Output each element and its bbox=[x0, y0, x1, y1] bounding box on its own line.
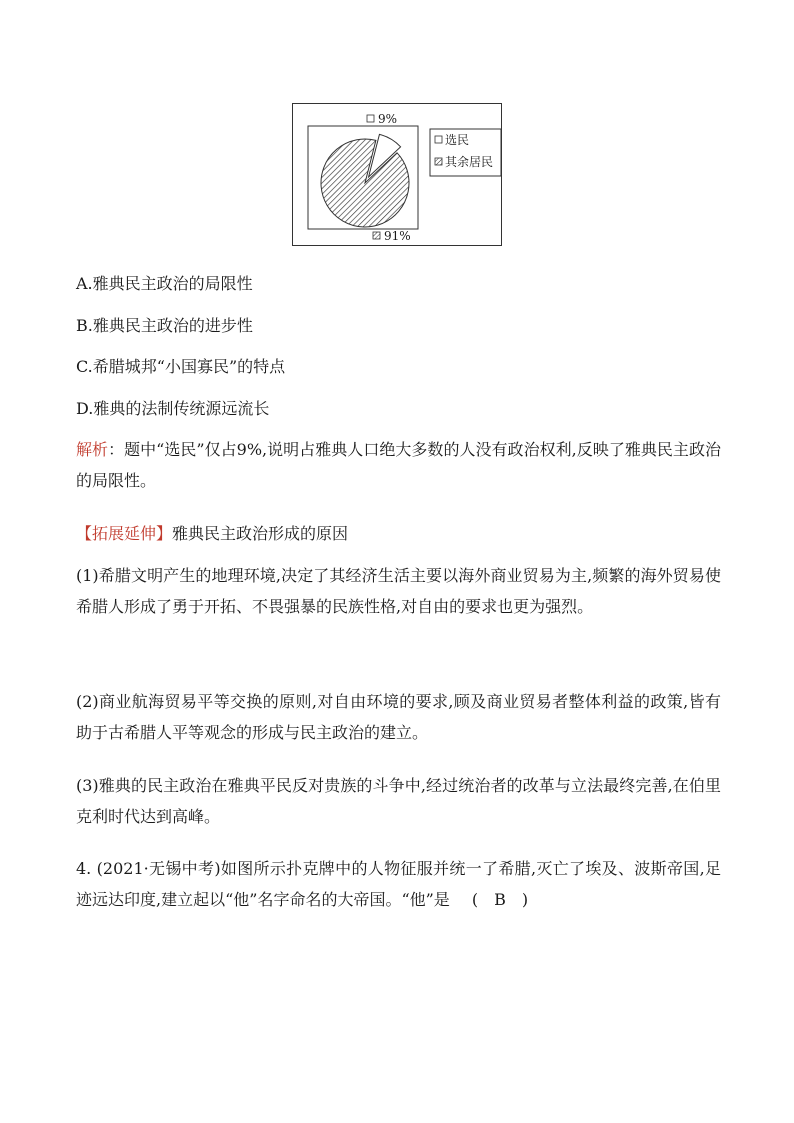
blank-swatch-icon bbox=[367, 115, 374, 122]
analysis-paragraph bbox=[76, 434, 721, 496]
extension-label: 【拓展延伸】 bbox=[76, 524, 173, 543]
extension-point-1: (1)希腊文明产生的地理环境,决定了其经济生活主要以海外商业贸易为主,频繁的海外贸易使希腊人形成了勇于开拓、不畏强暴的民族性格,对自由的要求也更为强烈。 bbox=[76, 566, 721, 616]
option-c: C.希腊城邦“小国寡民”的特点 bbox=[76, 357, 286, 376]
legend-hatched-swatch-icon bbox=[435, 158, 442, 165]
pie-chart-figure bbox=[292, 103, 502, 246]
question-4 bbox=[76, 853, 721, 915]
slice-label-voters: 9% bbox=[378, 112, 398, 126]
legend-item-others: 其余居民 bbox=[445, 155, 494, 169]
extension-point-2: (2)商业航海贸易平等交换的原则,对自由环境的要求,顾及商业贸易者整体利益的政策,皆有助于古希腊人平等观念的形成与民主政治的建立。 bbox=[76, 692, 721, 742]
extension-point-3: (3)雅典的民主政治在雅典平民反对贵族的斗争中,经过统治者的改革与立法最终完善,在伯里克利时代达到高峰。 bbox=[76, 776, 721, 826]
extension-heading bbox=[76, 518, 721, 549]
answer-open-paren: ( bbox=[471, 890, 479, 909]
slice-label-others: 91% bbox=[384, 229, 411, 243]
answer-close-paren: ) bbox=[521, 890, 529, 909]
legend-item-voters: 选民 bbox=[445, 133, 470, 147]
option-a: A.雅典民主政治的局限性 bbox=[76, 274, 253, 293]
answer-slot bbox=[472, 890, 528, 909]
analysis-label: 解析 bbox=[76, 440, 109, 459]
hatched-swatch-icon bbox=[373, 232, 380, 239]
option-d: D.雅典的法制传统源远流长 bbox=[76, 399, 270, 418]
answer-letter: B bbox=[494, 890, 506, 909]
legend-blank-swatch-icon bbox=[435, 136, 442, 143]
option-b: B.雅典民主政治的进步性 bbox=[76, 316, 253, 335]
pie-chart bbox=[293, 104, 503, 247]
question-text: 4. (2021·无锡中考)如图所示扑克牌中的人物征服并统一了希腊,灭亡了埃及、波斯帝国,足迹远达印度,建立起以“他”名字命名的大帝国。“他”是 bbox=[76, 859, 721, 909]
pie-slice-others bbox=[321, 139, 409, 227]
analysis-text: ：题中“选民”仅占9%,说明占雅典人口绝大多数的人没有政治权利,反映了雅典民主政治的局限性。 bbox=[76, 440, 721, 490]
extension-title: 雅典民主政治形成的原因 bbox=[172, 524, 349, 543]
